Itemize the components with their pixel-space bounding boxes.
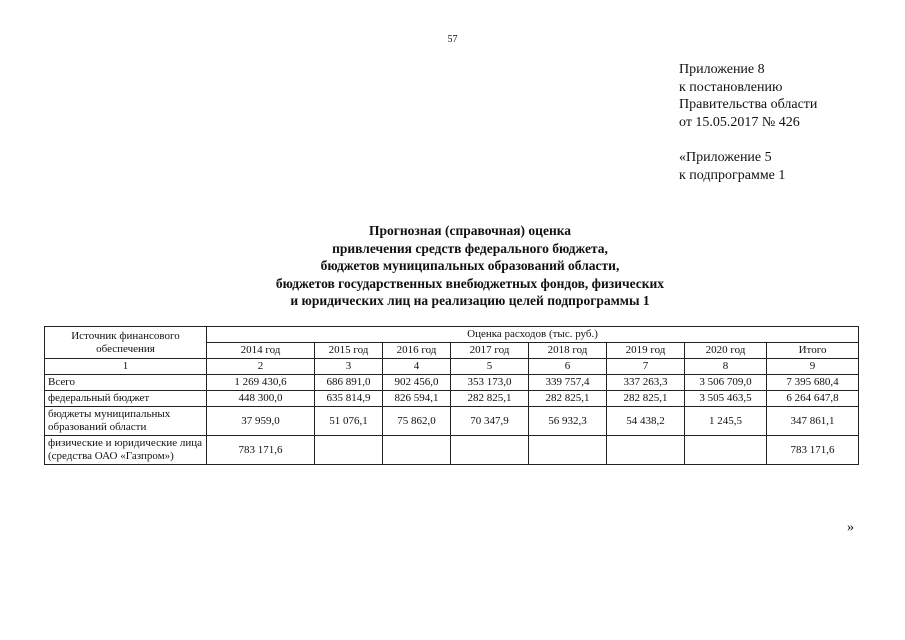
table-cell: 70 347,9 <box>451 407 529 436</box>
table-cell: 282 825,1 <box>607 391 685 407</box>
table-cell: 56 932,3 <box>529 407 607 436</box>
total-header: Итого <box>767 343 859 359</box>
page-number: 57 <box>447 34 458 45</box>
column-numbers-row <box>45 359 859 375</box>
table-cell: 3 506 709,0 <box>685 375 767 391</box>
table-cell: 51 076,1 <box>315 407 383 436</box>
row-source: федеральный бюджет <box>45 391 207 407</box>
table-row <box>45 375 859 391</box>
estimate-header: Оценка расходов (тыс. руб.) <box>207 327 859 343</box>
table-cell <box>315 436 383 465</box>
title-line: Прогнозная (справочная) оценка <box>368 223 572 238</box>
column-number: 7 <box>607 359 685 375</box>
source-header: Источник финансового обеспечения <box>45 327 207 359</box>
table-cell: 3 505 463,5 <box>685 391 767 407</box>
row-source: бюджеты муниципальных образований области <box>45 407 207 436</box>
table-cell: 339 757,4 <box>529 375 607 391</box>
table-cell: 37 959,0 <box>207 407 315 436</box>
table-cell: 686 891,0 <box>315 375 383 391</box>
appendix-block <box>679 61 817 184</box>
year-header: 2015 год <box>315 343 383 359</box>
table-cell <box>607 436 685 465</box>
table-cell: 783 171,6 <box>207 436 315 465</box>
appendix-line: «Приложение 5 <box>679 150 772 165</box>
year-header: 2020 год <box>685 343 767 359</box>
table-cell: 54 438,2 <box>607 407 685 436</box>
table-cell: 75 862,0 <box>383 407 451 436</box>
table-cell: 635 814,9 <box>315 391 383 407</box>
table-cell: 7 395 680,4 <box>767 375 859 391</box>
appendix-line: Приложение 8 <box>679 62 765 77</box>
table-cell: 353 173,0 <box>451 375 529 391</box>
row-source: физические и юридические лица (средства ОАО «Газпром») <box>45 436 207 465</box>
table-cell: 826 594,1 <box>383 391 451 407</box>
table-cell <box>383 436 451 465</box>
table-cell: 282 825,1 <box>451 391 529 407</box>
table-cell: 347 861,1 <box>767 407 859 436</box>
table-cell: 783 171,6 <box>767 436 859 465</box>
column-number: 8 <box>685 359 767 375</box>
table-row <box>45 391 859 407</box>
budget-table <box>44 326 859 465</box>
table-cell: 1 245,5 <box>685 407 767 436</box>
appendix-line: от 15.05.2017 № 426 <box>679 114 800 130</box>
title-line: бюджетов государственных внебюджетных фондов, физических <box>275 275 665 291</box>
title-line: бюджетов муниципальных образований области, <box>320 258 620 273</box>
table-row <box>45 407 859 436</box>
document-title <box>180 222 760 310</box>
table-cell: 448 300,0 <box>207 391 315 407</box>
table-cell <box>685 436 767 465</box>
column-number: 1 <box>45 359 207 375</box>
title-line: привлечения средств федерального бюджета, <box>332 240 608 256</box>
appendix-line: к постановлению <box>679 79 783 95</box>
table-cell <box>529 436 607 465</box>
title-line: и юридических лиц на реализацию целей подпрограммы 1 <box>290 293 650 308</box>
column-number: 4 <box>383 359 451 375</box>
table-cell: 6 264 647,8 <box>767 391 859 407</box>
table-cell: 902 456,0 <box>383 375 451 391</box>
spacer <box>679 131 817 149</box>
year-header: 2016 год <box>383 343 451 359</box>
row-source: Всего <box>45 375 207 391</box>
appendix-line: Правительства области <box>679 97 818 112</box>
table-cell: 337 263,3 <box>607 375 685 391</box>
column-number: 9 <box>767 359 859 375</box>
header-row <box>45 327 859 343</box>
table-cell: 1 269 430,6 <box>207 375 315 391</box>
table-row <box>45 436 859 465</box>
year-header: 2019 год <box>607 343 685 359</box>
table-cell <box>451 436 529 465</box>
year-header: 2017 год <box>451 343 529 359</box>
column-number: 5 <box>451 359 529 375</box>
column-number: 3 <box>315 359 383 375</box>
table-cell: 282 825,1 <box>529 391 607 407</box>
appendix-line: к подпрограмме 1 <box>679 167 786 183</box>
column-number: 2 <box>207 359 315 375</box>
closing-quote: » <box>847 520 854 535</box>
year-header: 2014 год <box>207 343 315 359</box>
column-number: 6 <box>529 359 607 375</box>
year-header: 2018 год <box>529 343 607 359</box>
